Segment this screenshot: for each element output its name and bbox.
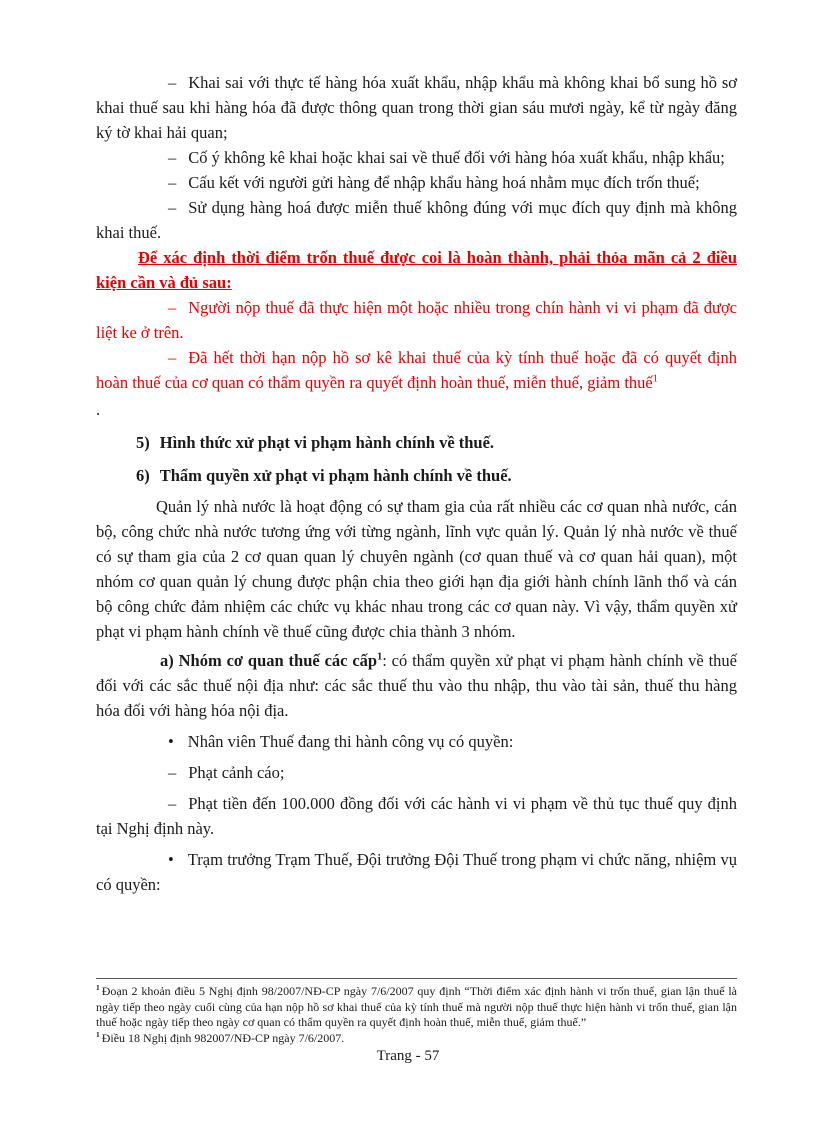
numbered-heading-6 (96, 463, 737, 488)
sub-heading-a-text: : có thẩm quyền xử phạt vi phạm hành chính về thuế đối với các sắc thuế nội địa như: các sắc thuế thu vào thu nhập, thu vào tài sản, thuế thu hàng hóa đối với hàng hóa nội địa. (96, 651, 738, 720)
footnote-reference: 1 (652, 373, 658, 385)
red-dash-item-text: Người nộp thuế đã thực hiện một hoặc nhiều trong chín hành vi vi phạm đã được liệt ke ở trên. (96, 298, 737, 342)
dash-item (96, 195, 737, 245)
dash-item-text: Cố ý không kê khai hoặc khai sai về thuế đối với hàng hóa xuất khẩu, nhập khẩu; (188, 148, 725, 167)
dash-bullet: – (168, 348, 177, 367)
page-number: Trang - 57 (376, 1048, 440, 1064)
heading-number: 6) (136, 466, 150, 485)
dash-bullet: – (168, 298, 177, 317)
dash-bullet: – (168, 148, 177, 167)
bullet-item (96, 847, 737, 897)
footnote (96, 1031, 737, 1047)
footnote-marker: 1 (96, 983, 100, 992)
dash-item-text: Phạt tiền đến 100.000 đồng đối với các hành vi vi phạm về thủ tục thuế quy định tại Nghị định này. (96, 794, 737, 838)
numbered-heading-5 (96, 430, 737, 455)
red-dash-item-text: Đã hết thời hạn nộp hồ sơ kê khai thuế của kỳ tính thuế hoặc đã có quyết định hoàn thuế của cơ quan có thẩm quyền ra quyết định hoàn thuế, miễn thuế, giảm thuế (96, 348, 737, 392)
red-dash-item (96, 345, 737, 395)
dash-item-text: Phạt cảnh cáo; (188, 763, 285, 782)
bullet-item-text: Nhân viên Thuế đang thi hành công vụ có quyền: (187, 732, 514, 751)
heading-label: Hình thức xử phạt vi phạm hành chính về thuế. (159, 433, 495, 452)
dash-bullet: – (168, 173, 177, 192)
dash-item-text: Cấu kết với người gửi hàng để nhập khẩu hàng hoá nhằm mục đích trốn thuế; (188, 173, 700, 192)
dash-item-text: Khai sai với thực tế hàng hóa xuất khẩu, nhập khẩu mà không khai bổ sung hồ sơ khai thuế sau khi hàng hóa đã được thông quan trong thời gian sáu mươi ngày, kể từ ngày đăng ký tờ khai hải quan; (96, 73, 737, 142)
red-emphasis-heading: Để xác định thời điểm trốn thuế được coi là hoàn thành, phải thỏa mãn cả 2 điều kiện cần và đủ sau: (96, 248, 737, 292)
footnote (96, 984, 737, 1031)
footnote-marker: 1 (96, 1029, 100, 1039)
footnote-reference: 1 (377, 651, 383, 663)
dash-item (96, 145, 737, 170)
heading-number: 5) (136, 433, 150, 452)
dash-bullet: – (168, 794, 177, 813)
sub-heading-a-label: a) Nhóm cơ quan thuế các cấp (160, 651, 378, 670)
stray-period: . (96, 400, 101, 419)
red-dash-item (96, 295, 737, 345)
body-paragraph: Quản lý nhà nước là hoạt động có sự tham gia của rất nhiều các cơ quan nhà nước, cán bộ, công chức nhà nước tương ứng với từng ngành, lĩnh vực quản lý. Quản lý nhà nước về thuế có sự tham gia của 2 cơ quan quan lý chuyên ngành (cơ quan thuế và cơ quan hải quan), một nhóm cơ quan quản lý chung được phận chia theo giới hạn địa giới hành chính lãnh thổ và cán bộ công chức đảm nhiệm các chức vụ khác nhau trong các cơ quan này. Vì vậy, thẩm quyền xử phạt vi phạm hành chính về thuế cũng được chia thành 3 nhóm. (96, 497, 737, 641)
heading-label: Thẩm quyền xử phạt vi phạm hành chính về thuế. (159, 466, 512, 485)
dash-item (96, 70, 737, 145)
dash-bullet: – (168, 198, 177, 217)
bullet-item-text: Trạm trưởng Trạm Thuế, Đội trưởng Đội Thuế trong phạm vi chức năng, nhiệm vụ có quyền: (96, 850, 737, 894)
sub-heading-a-paragraph (96, 648, 737, 723)
dash-item (96, 791, 737, 841)
bullet-glyph: • (168, 732, 174, 751)
dash-item (96, 170, 737, 195)
bullet-item (96, 729, 737, 754)
bullet-glyph: • (168, 850, 174, 869)
dash-item (96, 760, 737, 785)
footnotes-section (96, 978, 737, 1046)
dash-bullet: – (168, 73, 177, 92)
dash-item-text: Sử dụng hàng hoá được miễn thuế không đúng với mục đích quy định mà không khai thuế. (96, 198, 737, 242)
dash-bullet: – (168, 763, 177, 782)
page-body (96, 70, 737, 897)
footnote-text: Điều 18 Nghị định 982007/NĐ-CP ngày 7/6/2007. (101, 1030, 345, 1045)
footnote-text: Đoạn 2 khoản điều 5 Nghị định 98/2007/NĐ-CP ngày 7/6/2007 quy định “Thời điểm xác định hành vi trốn thuế, gian lận thuế là ngày tiếp theo ngày cuối cùng của hạn nộp hồ sơ khai thuế của kỳ tính thuế mà người nộp thuế thực hiện hành vi trốn thuế, gian lận thuế hoặc ngày tiếp theo ngày cơ quan có thẩm quyền ra quyết định hoàn thuế, miễn thuế, giảm thuế.” (96, 984, 737, 1029)
